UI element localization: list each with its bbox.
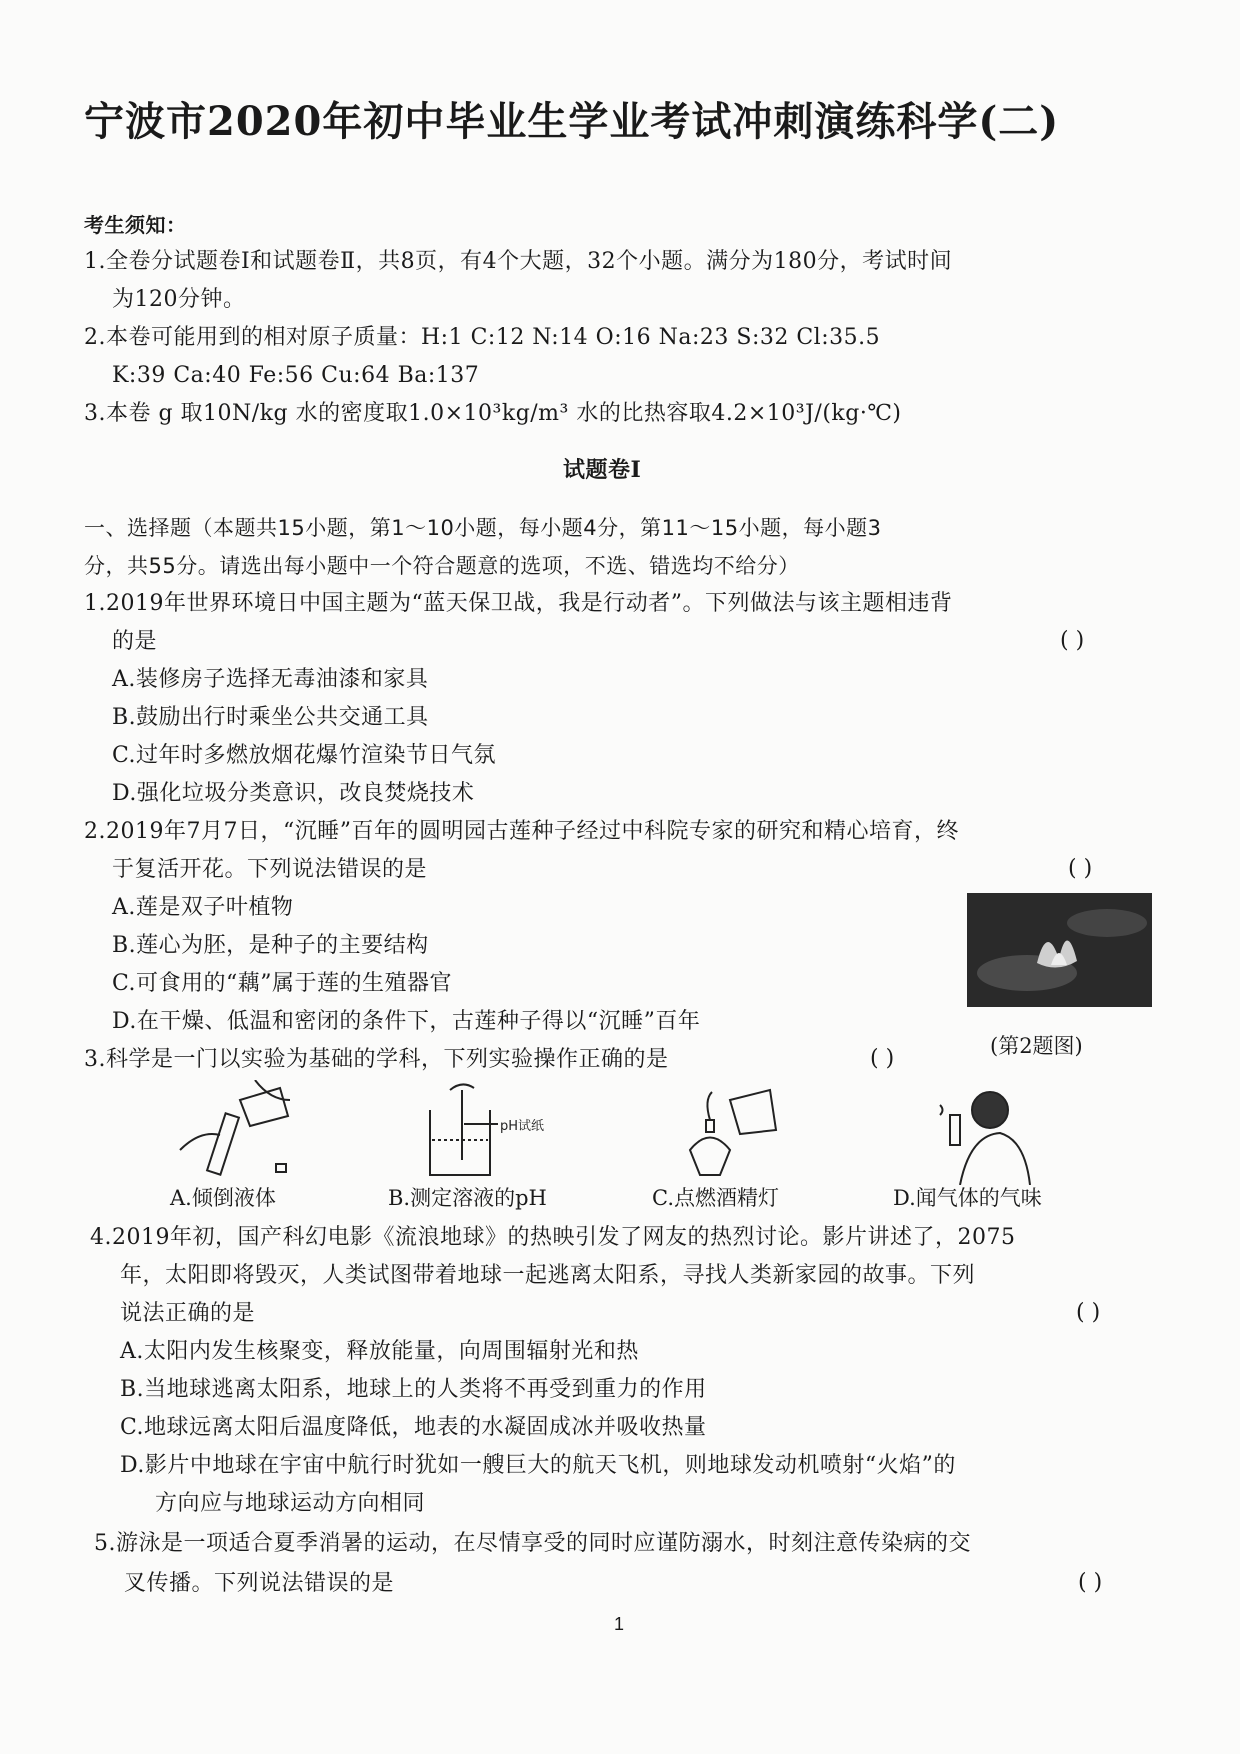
question-1-stem: 的是 — [112, 629, 158, 654]
question-1-option-c: C.过年时多燃放烟花爆竹渲染节日气氛 — [112, 743, 497, 768]
alcohol-lamp-figure — [680, 1080, 790, 1180]
answer-blank: ( ) — [1078, 1570, 1103, 1595]
pouring-liquid-figure — [170, 1080, 300, 1180]
notice-line: K:39 Ca:40 Fe:56 Cu:64 Ba:137 — [112, 363, 480, 388]
question-4-option-b: B.当地球逃离太阳系，地球上的人类将不再受到重力的作用 — [120, 1377, 707, 1402]
question-4-option-a: A.太阳内发生核聚变，释放能量，向周围辐射光和热 — [120, 1339, 639, 1364]
question-1-stem: 1.2019年世界环境日中国主题为“蓝天保卫战，我是行动者”。下列做法与该主题相违背 — [84, 591, 953, 616]
answer-blank: ( ) — [1068, 856, 1093, 881]
figure-2-caption: (第2题图) — [990, 1034, 1083, 1058]
question-3-option-c: C.点燃酒精灯 — [652, 1186, 779, 1210]
section-instructions: 一、选择题（本题共15小题，第1～10小题，每小题4分，第11～15小题，每小题3 — [84, 516, 882, 540]
question-4-stem: 年，太阳即将毁灭，人类试图带着地球一起逃离太阳系，寻找人类新家园的故事。下列 — [120, 1263, 976, 1288]
page-number: 1 — [614, 1614, 625, 1634]
question-3-option-a: A.倾倒液体 — [170, 1186, 276, 1210]
question-1-option-b: B.鼓励出行时乘坐公共交通工具 — [112, 705, 429, 730]
question-2-option-c: C.可食用的“藕”属于莲的生殖器官 — [112, 971, 453, 996]
notice-heading: 考生须知： — [84, 213, 187, 237]
question-2-option-d: D.在干燥、低温和密闭的条件下，古莲种子得以“沉睡”百年 — [112, 1009, 701, 1034]
question-5-stem: 5.游泳是一项适合夏季消暑的运动，在尽情享受的同时应谨防溺水，时刻注意传染病的交 — [94, 1531, 971, 1556]
lotus-photo — [967, 893, 1152, 1007]
question-2-stem: 于复活开花。下列说法错误的是 — [112, 857, 428, 882]
notice-line: 3.本卷 g 取10N/kg 水的密度取1.0×10³kg/m³ 水的比热容取4.2×10³J/(kg·℃) — [84, 401, 902, 426]
question-3-option-b: B.测定溶液的pH — [388, 1186, 547, 1210]
question-1-option-a: A.装修房子选择无毒油漆和家具 — [112, 667, 429, 692]
answer-blank: ( ) — [870, 1046, 895, 1071]
answer-blank: ( ) — [1060, 628, 1085, 653]
ph-paper-label: pH试纸 — [500, 1119, 545, 1134]
notice-line: 1.全卷分试题卷Ⅰ和试题卷Ⅱ，共8页，有4个大题，32个小题。满分为180分，考试时间 — [84, 249, 953, 274]
question-4-stem: 4.2019年初，国产科幻电影《流浪地球》的热映引发了网友的热烈讨论。影片讲述了，2075 — [90, 1225, 1016, 1250]
ph-test-figure — [420, 1080, 560, 1180]
question-4-option-d: D.影片中地球在宇宙中航行时犹如一艘巨大的航天飞机，则地球发动机喷射“火焰”的 — [120, 1453, 956, 1478]
section-title: 试题卷Ⅰ — [563, 457, 642, 483]
exam-title: 宁波市2020年初中毕业生学业考试冲刺演练科学(二) — [84, 98, 1060, 145]
question-5-stem: 叉传播。下列说法错误的是 — [124, 1571, 395, 1596]
question-3-stem: 3.科学是一门以实验为基础的学科，下列实验操作正确的是 — [84, 1047, 669, 1072]
question-2-option-b: B.莲心为胚，是种子的主要结构 — [112, 933, 429, 958]
notice-line: 2.本卷可能用到的相对原子质量：H:1 C:12 N:14 O:16 Na:23 S:32 Cl:35.5 — [84, 325, 881, 350]
question-1-option-d: D.强化垃圾分类意识，改良焚烧技术 — [112, 781, 475, 806]
question-2-stem: 2.2019年7月7日，“沉睡”百年的圆明园古莲种子经过中科院专家的研究和精心培育，终 — [84, 819, 959, 844]
question-3-option-d: D.闻气体的气味 — [893, 1186, 1042, 1210]
notice-line: 为120分钟。 — [112, 287, 246, 312]
answer-blank: ( ) — [1076, 1300, 1101, 1325]
section-instructions: 分，共55分。请选出每小题中一个符合题意的选项，不选、错选均不给分） — [84, 554, 800, 578]
question-4-option-d-cont: 方向应与地球运动方向相同 — [155, 1491, 426, 1516]
question-4-option-c: C.地球远离太阳后温度降低，地表的水凝固成冰并吸收热量 — [120, 1415, 707, 1440]
smelling-gas-figure — [930, 1085, 1040, 1185]
question-4-stem: 说法正确的是 — [120, 1301, 256, 1326]
question-2-option-a: A.莲是双子叶植物 — [112, 895, 294, 920]
